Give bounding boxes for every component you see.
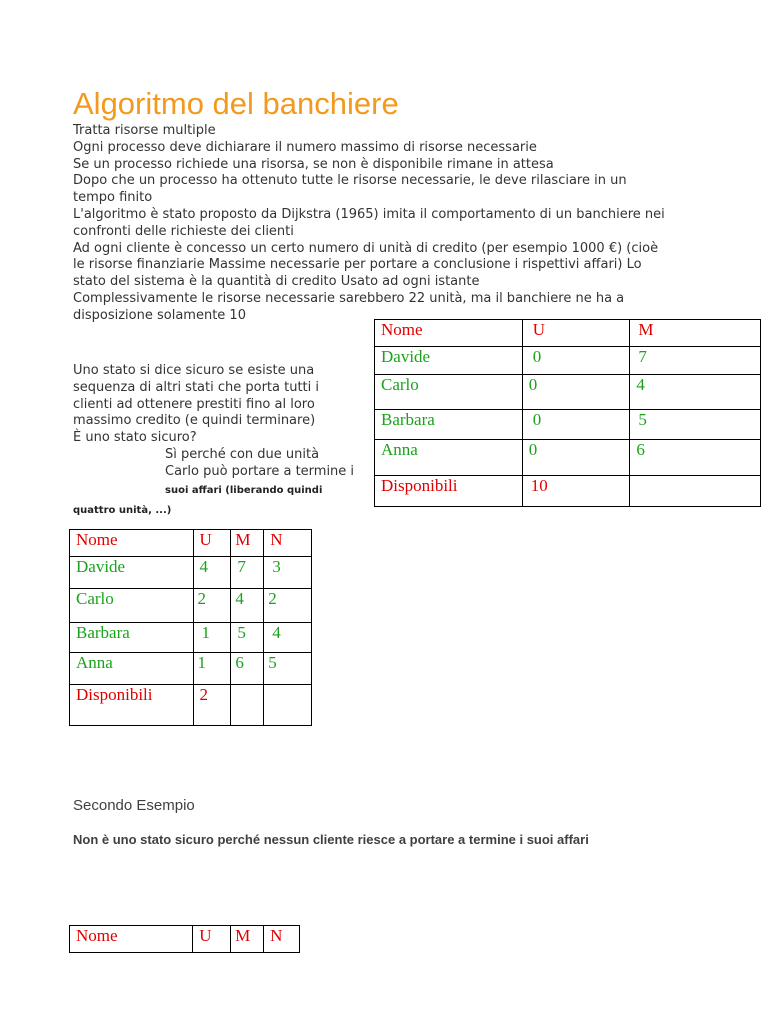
name-cell: Barbara: [375, 410, 523, 440]
table-row: [70, 589, 312, 623]
value-cell: 5: [630, 410, 761, 440]
table-row: [70, 623, 312, 653]
name-cell: Davide: [70, 557, 194, 589]
value-cell: 0: [522, 440, 630, 476]
header-cell: U: [193, 530, 231, 557]
available-value: 2: [193, 685, 231, 726]
value-cell: 1: [193, 623, 231, 653]
table-header-row: [375, 320, 761, 347]
name-cell: Anna: [70, 653, 194, 685]
value-cell: 6: [630, 440, 761, 476]
empty-cell: [630, 476, 761, 507]
intro-line: Ad ogni cliente è concesso un certo numero di unità di credito (per esempio 1000 €) (cioè: [73, 240, 659, 256]
safe-answer-bold-line: suoi affari (liberando quindi: [165, 484, 323, 496]
header-cell: N: [264, 926, 300, 953]
intro-line: le risorse finanziarie Massime necessarie per portare a conclusione i rispettivi affari) Lo: [73, 257, 642, 273]
intro-line: confronti delle richieste dei clienti: [73, 223, 294, 239]
safe-line: sequenza di altri stati che porta tutti i: [73, 379, 320, 395]
intro-line: stato del sistema è la quantità di credito Usato ad ogni istante: [73, 274, 480, 290]
value-cell: 2: [264, 589, 312, 623]
safe-line: È uno stato sicuro?: [73, 430, 197, 446]
name-cell: Carlo: [70, 589, 194, 623]
name-cell: Carlo: [375, 375, 523, 410]
intro-line: Complessivamente le risorse necessarie sarebbero 22 unità, ma il banchiere ne ha a: [73, 290, 625, 306]
table-header-row: [70, 926, 300, 953]
value-cell: 5: [231, 623, 264, 653]
available-label: Disponibili: [70, 685, 194, 726]
header-cell: M: [231, 530, 264, 557]
table-row: [375, 440, 761, 476]
value-cell: 4: [264, 623, 312, 653]
header-cell: U: [522, 320, 630, 347]
header-cell: U: [193, 926, 231, 953]
section-text: Non è uno stato sicuro perché nessun cliente riesce a portare a termine i suoi affari: [73, 832, 589, 847]
intro-line: tempo finito: [73, 190, 153, 206]
value-cell: 1: [193, 653, 231, 685]
value-cell: 4: [231, 589, 264, 623]
value-cell: 0: [522, 410, 630, 440]
intro-line: Ogni processo deve dichiarare il numero massimo di risorse necessarie: [73, 139, 537, 155]
value-cell: 7: [630, 347, 761, 375]
page-title: Algoritmo del banchiere: [73, 86, 399, 121]
value-cell: 0: [522, 347, 630, 375]
header-cell: Nome: [70, 530, 194, 557]
intro-line: L'algoritmo è stato proposto da Dijkstra (1965) imita il comportamento di un banchiere nei: [73, 206, 665, 222]
value-cell: 5: [264, 653, 312, 685]
table-footer-row: [375, 476, 761, 507]
safe-answer-line: Sì perché con due unità: [165, 446, 320, 462]
name-cell: Davide: [375, 347, 523, 375]
value-cell: 4: [193, 557, 231, 589]
safe-answer-bold-line: quattro unità, ...): [73, 504, 172, 516]
safe-line: clienti ad ottenere prestiti fino al loro: [73, 396, 315, 412]
available-value: 10: [522, 476, 630, 507]
table-row: [70, 653, 312, 685]
available-label: Disponibili: [375, 476, 523, 507]
intro-line: Se un processo richiede una risorsa, se non è disponibile rimane in attesa: [73, 156, 554, 172]
safe-answer-line: Carlo può portare a termine i: [165, 463, 355, 479]
empty-cell: [231, 685, 264, 726]
table-safe-state: [69, 529, 312, 726]
empty-cell: [264, 685, 312, 726]
header-cell: M: [630, 320, 761, 347]
table-row: [70, 557, 312, 589]
header-cell: Nome: [375, 320, 523, 347]
table-row: [375, 347, 761, 375]
table-unsafe-state: [69, 925, 300, 953]
intro-line: disposizione solamente 10: [73, 307, 246, 323]
intro-paragraph: [73, 123, 723, 325]
name-cell: Anna: [375, 440, 523, 476]
table-row: [375, 375, 761, 410]
intro-line: Tratta risorse multiple: [73, 123, 216, 138]
value-cell: 2: [193, 589, 231, 623]
header-cell: N: [264, 530, 312, 557]
safe-state-paragraph: [73, 363, 373, 521]
value-cell: 7: [231, 557, 264, 589]
name-cell: Barbara: [70, 623, 194, 653]
value-cell: 0: [522, 375, 630, 410]
section-title: Secondo Esempio: [73, 797, 195, 814]
table-footer-row: [70, 685, 312, 726]
value-cell: 4: [630, 375, 761, 410]
header-cell: M: [231, 926, 264, 953]
table-initial-state: [374, 319, 761, 507]
value-cell: 6: [231, 653, 264, 685]
header-cell: Nome: [70, 926, 193, 953]
table-header-row: [70, 530, 312, 557]
value-cell: 3: [264, 557, 312, 589]
safe-line: massimo credito (e quindi terminare): [73, 413, 316, 429]
safe-line: Uno stato si dice sicuro se esiste una: [73, 363, 315, 378]
intro-line: Dopo che un processo ha ottenuto tutte le risorse necessarie, le deve rilasciare in un: [73, 173, 627, 189]
table-row: [375, 410, 761, 440]
